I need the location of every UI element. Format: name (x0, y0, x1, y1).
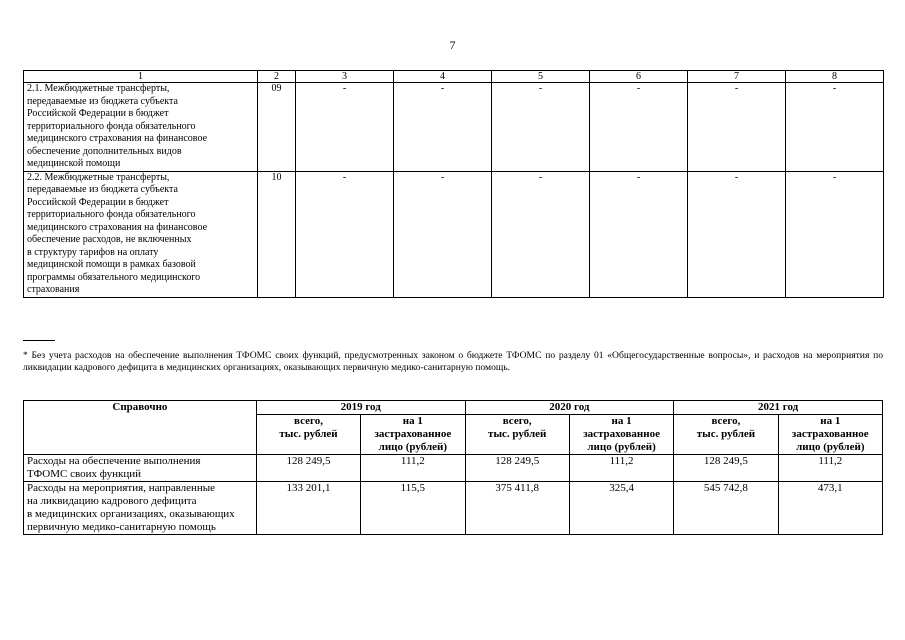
column-number-row (24, 71, 884, 83)
cell-value: 111,2 (361, 455, 465, 482)
table-row (24, 455, 883, 482)
cell-value: - (688, 171, 786, 297)
label-line: страхования (27, 284, 80, 295)
subheader-line: на 1 (820, 415, 841, 427)
subheader-line: всего, (711, 415, 741, 427)
cell-value: 375 411,8 (465, 482, 569, 535)
label-line: передаваемые из бюджета субъекта (27, 95, 178, 107)
label-line: на ликвидацию кадрового дефицита (27, 495, 197, 507)
cell-value: - (492, 83, 590, 172)
subheader-line: застрахованное (583, 428, 660, 440)
row-label (24, 455, 257, 482)
cell-value: 111,2 (778, 455, 882, 482)
label-line: обеспечение дополнительных видов (27, 145, 182, 157)
row-label (24, 171, 258, 297)
column-number: 8 (786, 71, 884, 83)
label-line: Российской Федерации в бюджет (27, 196, 169, 208)
cell-value: 111,2 (569, 455, 673, 482)
label-line: 2.2. Межбюджетные трансферты, (27, 171, 170, 183)
per-insured-subheader (361, 415, 465, 455)
subheader-line: застрахованное (791, 428, 869, 440)
cell-value: 115,5 (361, 482, 465, 535)
label-line: территориального фонда обязательного (27, 120, 196, 132)
label-line: территориального фонда обязательного (27, 209, 196, 220)
cell-value: 325,4 (569, 482, 673, 535)
total-subheader (465, 415, 569, 455)
label-line: 2.1. Межбюджетные трансферты, (27, 83, 170, 94)
label-line: передаваемые из бюджета субъекта (27, 184, 178, 195)
cell-value: 128 249,5 (674, 455, 778, 482)
column-number: 4 (394, 71, 492, 83)
cell-value: - (590, 83, 688, 172)
cell-value: - (394, 171, 492, 297)
cell-value: 133 201,1 (256, 482, 360, 535)
label-line: программы обязательного медицинского (27, 271, 201, 283)
reference-header-row (24, 401, 883, 415)
label-line: в структуру тарифов на оплату (27, 246, 159, 258)
year-header: 2021 год (674, 401, 883, 415)
label-line: медицинской помощи в рамках базовой (27, 259, 196, 270)
cell-value: - (394, 83, 492, 172)
label-line: Расходы на обеспечение выполнения (27, 455, 201, 467)
subheader-line: застрахованное (374, 428, 452, 440)
label-line: Российской Федерации в бюджет (27, 108, 169, 119)
subheader-line: тыс. рублей (279, 428, 338, 440)
subheader-line: тыс. рублей (488, 428, 547, 440)
transfers-table (23, 70, 884, 298)
cell-value: - (688, 83, 786, 172)
footnote: * Без учета расходов на обеспечение выполнения ТФОМС своих функций, предусмотренных законом о бюджете ТФОМС по разделу 01 «Общегосударственные вопросы», и расходов на мероприятия по ликвидации кадрового дефицита в медицинских организациях, оказывающих первичную медико-санитарную помощь. (23, 350, 883, 373)
year-header: 2020 год (465, 401, 674, 415)
page-number: 7 (449, 38, 456, 52)
column-number: 2 (258, 71, 296, 83)
column-number: 5 (492, 71, 590, 83)
per-insured-subheader (569, 415, 673, 455)
label-line: в медицинских организациях, оказывающих (27, 508, 235, 520)
column-number: 3 (296, 71, 394, 83)
cell-value: 128 249,5 (256, 455, 360, 482)
subheader-line: лицо (рублей) (378, 441, 448, 453)
cell-value: - (590, 171, 688, 297)
label-line: первичную медико-санитарную помощь (27, 521, 216, 533)
label-line: ТФОМС своих функций (27, 468, 141, 480)
cell-value: - (786, 83, 884, 172)
total-subheader (256, 415, 360, 455)
row-label (24, 482, 257, 535)
table-row (24, 83, 884, 172)
row-label (24, 83, 258, 172)
reference-table (23, 400, 883, 535)
subheader-line: лицо (рублей) (587, 441, 656, 453)
label-line: медицинского страхования на финансовое (27, 133, 208, 144)
table-row (24, 171, 884, 297)
label-line: обеспечение расходов, не включенных (27, 234, 192, 245)
reference-title: Справочно (24, 401, 257, 455)
footnote-divider (23, 340, 55, 341)
cell-value: - (296, 171, 394, 297)
column-number: 1 (24, 71, 258, 83)
label-line: медицинского страхования на финансовое (27, 221, 208, 233)
per-insured-subheader (778, 415, 882, 455)
cell-value: 545 742,8 (674, 482, 778, 535)
subheader-line: на 1 (611, 415, 632, 427)
total-subheader (674, 415, 778, 455)
table-row (24, 482, 883, 535)
subheader-line: на 1 (402, 415, 423, 427)
subheader-line: всего, (502, 415, 532, 427)
cell-value: 473,1 (778, 482, 882, 535)
cell-value: - (786, 171, 884, 297)
label-line: медицинской помощи (27, 158, 121, 169)
cell-value: - (492, 171, 590, 297)
subheader-line: лицо (рублей) (796, 441, 865, 453)
cell-value: 128 249,5 (465, 455, 569, 482)
cell-value: - (296, 83, 394, 172)
row-code: 10 (258, 171, 296, 297)
year-header: 2019 год (256, 401, 465, 415)
column-number: 6 (590, 71, 688, 83)
label-line: Расходы на мероприятия, направленные (27, 482, 216, 494)
row-code: 09 (258, 83, 296, 172)
subheader-line: всего, (294, 415, 323, 427)
subheader-line: тыс. рублей (696, 428, 756, 440)
column-number: 7 (688, 71, 786, 83)
